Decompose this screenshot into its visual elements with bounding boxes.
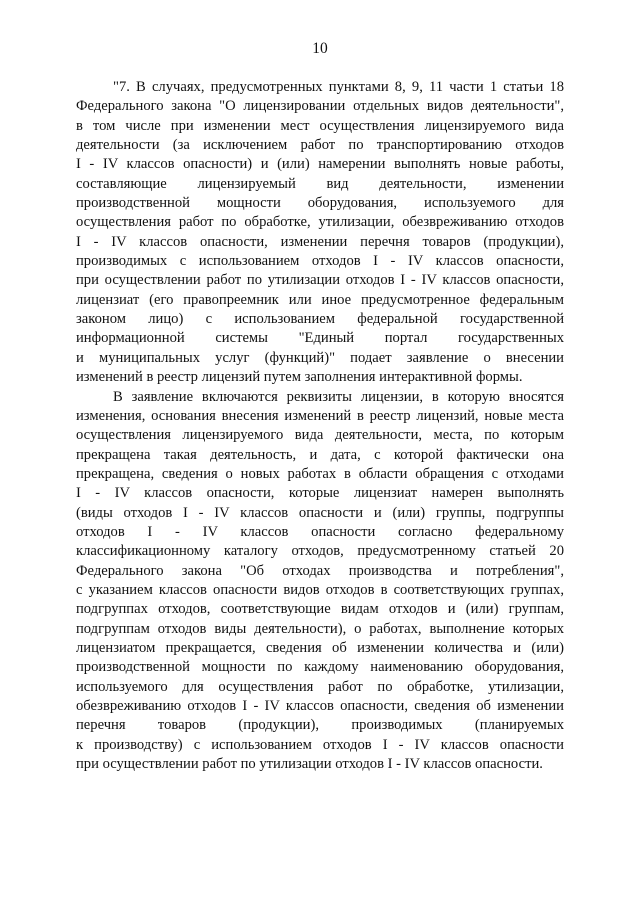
text-line: В заявление включаются реквизиты лицензии, в которую вносятся [113, 388, 564, 405]
text-line: I - IV классов опасности, которые лицензиат намерен выполнять [76, 485, 564, 502]
text-line: составляющие лицензируемый вид деятельности, изменении [76, 175, 564, 192]
text-line: производимых с использованием отходов I - IV классов опасности, [76, 253, 564, 270]
text-line: обезвреживанию отходов I - IV классов опасности, сведения об изменении [76, 698, 564, 714]
text-line: (виды отходов I - IV классов опасности и (или) группы, подгруппы [76, 504, 564, 521]
text-line: при осуществлении работ по утилизации отходов I - IV классов опасности. [76, 756, 543, 773]
text-line: изменений в реестр лицензий путем заполнения интерактивной формы. [76, 369, 523, 386]
text-line: производственной мощности по каждому наименованию оборудования, [76, 659, 564, 676]
text-line: I - IV классов опасности) и (или) намерении выполнять новые работы, [76, 156, 564, 173]
text-line: подгруппам отходов виды деятельности), о работах, выполнение которых [76, 620, 564, 637]
text-line: производственной мощности оборудования, используемого для [76, 195, 564, 212]
text-line: прекращена такая деятельность, и дата, с которой фактически она [76, 446, 564, 463]
text-line: Федерального закона "Об отходах производства и потребления", [76, 562, 564, 579]
text-line: отходов I - IV классов опасности согласно федеральному [76, 523, 564, 540]
text-line: деятельности (за исключением работ по транспортированию отходов [76, 137, 564, 154]
text-line: "7. В случаях, предусмотренных пунктами 8, 9, 11 части 1 статьи 18 [113, 79, 564, 95]
text-line: перечня товаров (продукции), производимых (планируемых [76, 717, 564, 734]
text-line: лицензиат (его правопреемник или иное предусмотренное федеральным [76, 291, 564, 308]
text-line: информационной системы "Единый портал государственных [76, 330, 564, 347]
text-line: классификационному каталогу отходов, предусмотренному статьей 20 [76, 543, 564, 560]
text-line: подгруппах отходов, соответствующие видам отходов и (или) группам, [76, 601, 564, 618]
text-line: к производству) с использованием отходов I - IV классов опасности [76, 736, 564, 753]
text-line: законом лицо) с использованием федеральной государственной [76, 311, 564, 328]
page-number: 10 [312, 40, 328, 57]
text-line: используемого для осуществления работ по обработке, утилизации, [76, 678, 564, 695]
text-line: прекращена, сведения о новых работах в области обращения с отходами [76, 465, 564, 482]
text-line: осуществления лицензируемого вида деятельности, места, по которым [76, 427, 564, 444]
paragraph-2 [76, 388, 564, 775]
text-line: лицензиатом прекращается, сведения об изменении количества и (или) [76, 639, 564, 656]
text-line: Федерального закона "О лицензировании отдельных видов деятельности", [76, 98, 564, 115]
text-line: I - IV классов опасности, изменении перечня товаров (продукции), [76, 233, 564, 250]
text-line: осуществления работ по обработке, утилизации, обезвреживанию отходов [76, 214, 564, 231]
paragraph-1 [76, 78, 564, 388]
text-line: в том числе при изменении мест осуществления лицензируемого вида [76, 117, 564, 134]
text-line: при осуществлении работ по утилизации отходов I - IV классов опасности, [76, 272, 564, 289]
text-line: изменения, основания внесения изменений в реестр лицензий, новые места [76, 407, 564, 424]
text-line: и муниципальных услуг (функций)" подает заявление о внесении [76, 349, 564, 366]
text-line: с указанием классов опасности видов отходов в соответствующих группах, [76, 581, 564, 598]
document-body [76, 78, 564, 774]
